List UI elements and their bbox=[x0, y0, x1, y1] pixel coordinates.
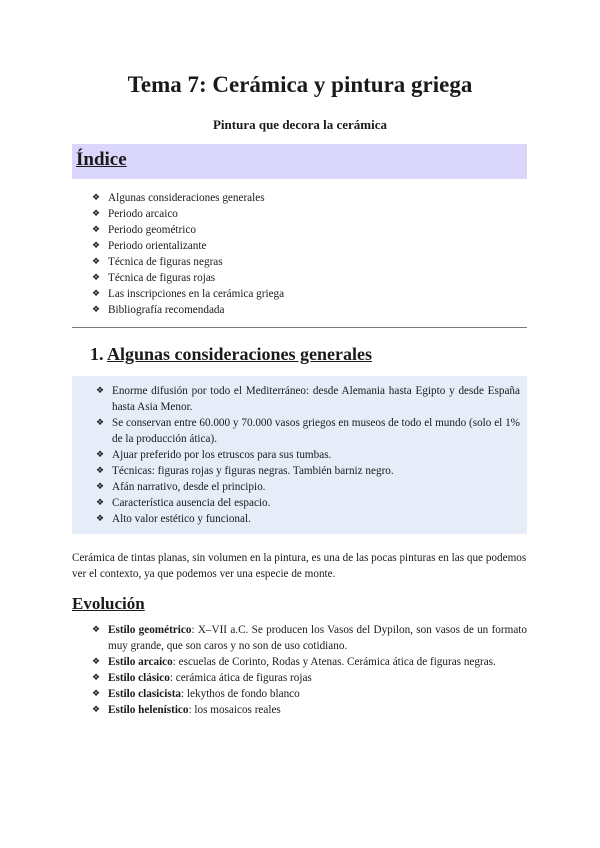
toc-item: ❖ Periodo orientalizante bbox=[92, 240, 207, 252]
toc-item: ❖ Técnica de figuras negras bbox=[92, 256, 223, 268]
style-description: : X–VII a.C. Se producen los Vasos del Dypilon, son vasos de un formato muy grande, que son caros y no son de uso cotidiano. bbox=[108, 624, 527, 652]
evolucion-heading: Evolución bbox=[72, 594, 145, 613]
style-description: : escuelas de Corinto, Rodas y Atenas. Cerámica ática de figuras negras. bbox=[172, 656, 496, 668]
diamond-bullet-icon: ❖ bbox=[92, 273, 101, 283]
list-item: ❖ Afán narrativo, desde el principio. bbox=[96, 481, 266, 493]
list-item bbox=[92, 654, 527, 670]
list-item: ❖ Característica ausencia del espacio. bbox=[96, 497, 271, 509]
toc-item: ❖ Periodo arcaico bbox=[92, 208, 178, 220]
diamond-bullet-icon: ❖ bbox=[92, 657, 101, 667]
diamond-bullet-icon: ❖ bbox=[96, 482, 105, 492]
diamond-bullet-icon: ❖ bbox=[92, 225, 101, 235]
diamond-bullet-icon: ❖ bbox=[92, 241, 101, 251]
list-item: ❖ Enorme difusión por todo el Mediterráneo: desde Alemania hasta Egipto y desde España hasta Asia Menor. bbox=[96, 385, 520, 413]
diamond-bullet-icon: ❖ bbox=[92, 289, 101, 299]
diamond-bullet-icon: ❖ bbox=[96, 514, 105, 524]
diamond-bullet-icon: ❖ bbox=[92, 209, 101, 219]
diamond-bullet-icon: ❖ bbox=[92, 689, 101, 699]
list-item bbox=[92, 622, 527, 654]
diamond-bullet-icon: ❖ bbox=[96, 386, 105, 396]
toc-item: ❖ Técnica de figuras rojas bbox=[92, 272, 216, 284]
diamond-bullet-icon: ❖ bbox=[92, 257, 101, 267]
diamond-bullet-icon: ❖ bbox=[96, 450, 105, 460]
page-title: Tema 7: Cerámica y pintura griega bbox=[127, 72, 473, 97]
diamond-bullet-icon: ❖ bbox=[92, 705, 101, 715]
style-term: Estilo geométrico bbox=[108, 624, 192, 636]
toc-item: ❖ Bibliografía recomendada bbox=[92, 304, 225, 316]
style-description: : los mosaicos reales bbox=[188, 704, 281, 716]
list-item: ❖ Se conservan entre 60.000 y 70.000 vasos griegos en museos de todo el mundo (solo el 1% de la producción ática). bbox=[96, 417, 520, 445]
list-item: ❖ Técnicas: figuras rojas y figuras negras. También barniz negro. bbox=[96, 465, 394, 477]
diamond-bullet-icon: ❖ bbox=[92, 673, 101, 683]
section-1-heading bbox=[90, 344, 372, 365]
section-1-title: Algunas consideraciones generales bbox=[107, 344, 373, 364]
diamond-bullet-icon: ❖ bbox=[96, 466, 105, 476]
list-item bbox=[92, 670, 527, 686]
section-divider bbox=[72, 327, 527, 328]
section-1-bullets bbox=[96, 383, 520, 527]
diamond-bullet-icon: ❖ bbox=[96, 498, 105, 508]
diamond-bullet-icon: ❖ bbox=[92, 305, 101, 315]
toc-item: ❖ Las inscripciones en la cerámica griega bbox=[92, 288, 285, 300]
toc-item: ❖ Algunas consideraciones generales bbox=[92, 192, 265, 204]
table-of-contents bbox=[92, 190, 284, 318]
list-item: ❖ Alto valor estético y funcional. bbox=[96, 513, 251, 525]
section-1-number: 1. bbox=[90, 344, 104, 364]
toc-item: ❖ Periodo geométrico bbox=[92, 224, 196, 236]
list-item bbox=[92, 686, 527, 702]
style-term: Estilo arcaico bbox=[108, 656, 173, 668]
list-item bbox=[92, 702, 527, 718]
diamond-bullet-icon: ❖ bbox=[92, 625, 101, 635]
diamond-bullet-icon: ❖ bbox=[92, 193, 101, 203]
list-item: ❖ Ajuar preferido por los etruscos para sus tumbas. bbox=[96, 449, 332, 461]
style-term: Estilo clásico bbox=[108, 672, 170, 684]
style-description: : cerámica ática de figuras rojas bbox=[169, 672, 312, 684]
style-term: Estilo helenístico bbox=[108, 704, 189, 716]
style-term: Estilo clasicista bbox=[108, 688, 182, 700]
index-heading: Índice bbox=[76, 149, 127, 170]
body-paragraph: Cerámica de tintas planas, sin volumen en la pintura, es una de las pocas pinturas en las que podemos ver el contexto, ya que podemos ver una especie de monte. bbox=[72, 552, 527, 580]
evolucion-list bbox=[92, 622, 527, 718]
style-description: : lekythos de fondo blanco bbox=[181, 688, 300, 700]
index-header-box bbox=[72, 144, 527, 179]
page-subtitle: Pintura que decora la cerámica bbox=[212, 117, 387, 132]
diamond-bullet-icon: ❖ bbox=[96, 418, 105, 428]
